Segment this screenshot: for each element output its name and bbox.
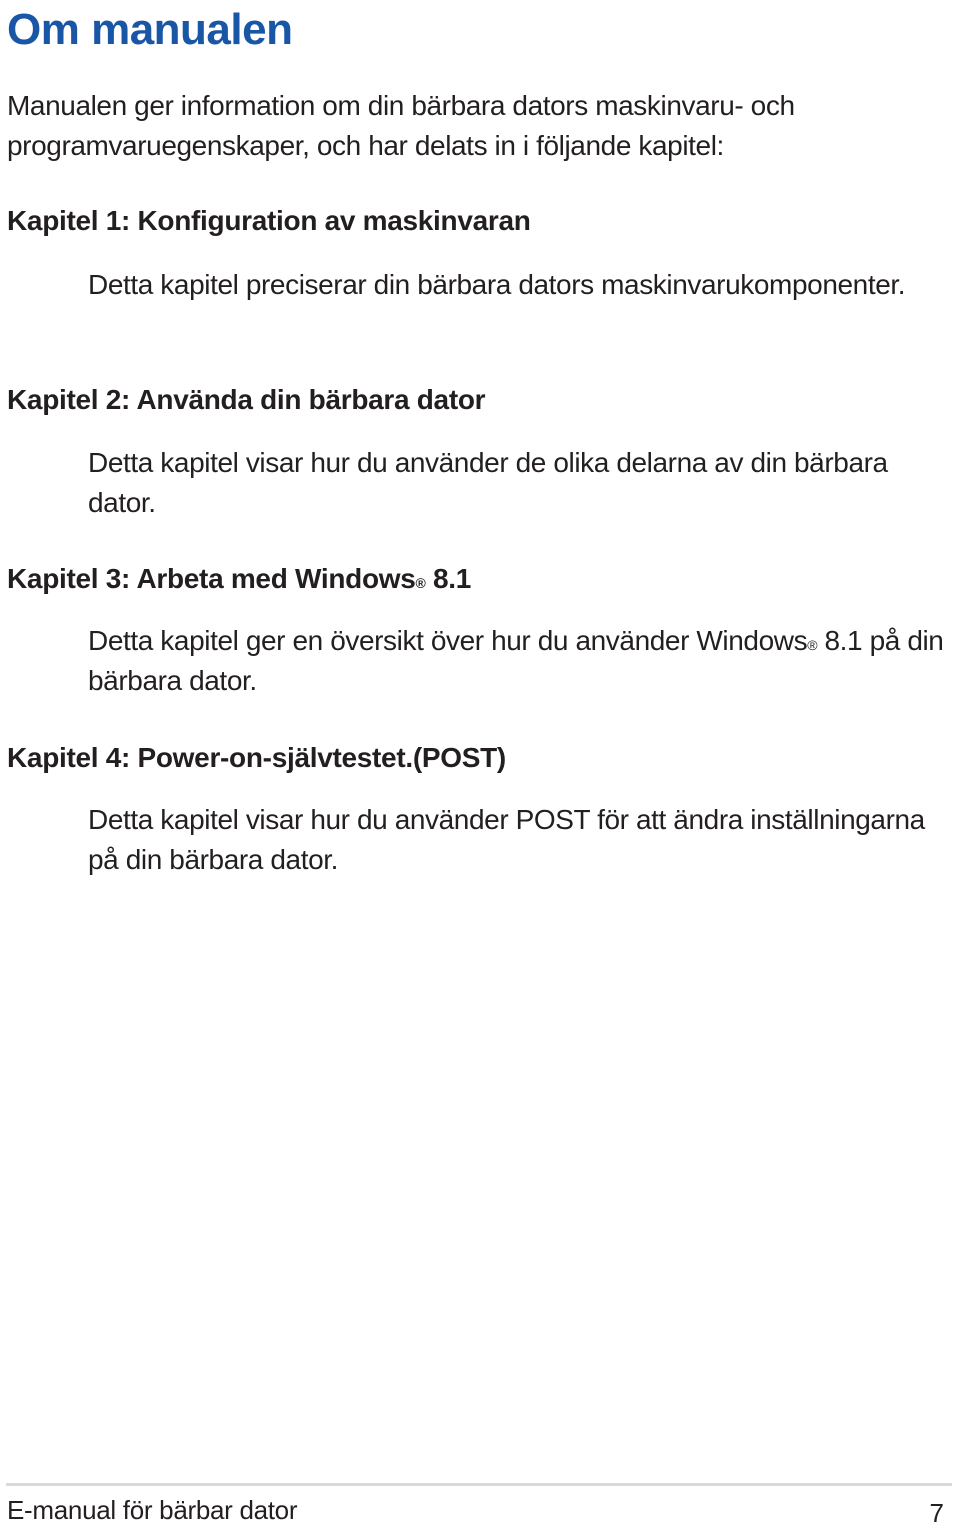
chapter-4-description: Detta kapitel visar hur du använder POST för att ändra inställningarna på din bärbara dator. <box>88 804 925 875</box>
page-title: Om manualen <box>7 5 293 54</box>
chapter-1-heading: Kapitel 1: Konfiguration av maskinvaran <box>7 205 531 236</box>
registered-mark: ® <box>415 575 426 591</box>
chapter-3-description <box>88 621 948 701</box>
registered-mark: ® <box>807 637 818 653</box>
chapter-3-description-rest: 8.1 på din bärbara dator. <box>88 625 944 696</box>
chapter-3-heading <box>7 559 471 599</box>
page-number: 7 <box>929 1498 944 1528</box>
intro-paragraph: Manualen ger information om din bärbara dators maskinvaru- och programvaruegenskaper, och har delats in i följande kapitel: <box>7 90 795 161</box>
chapter-3-heading-version: 8.1 <box>425 563 472 594</box>
chapter-2-description: Detta kapitel visar hur du använder de olika delarna av din bärbara dator. <box>88 447 888 518</box>
chapter-1-description: Detta kapitel preciserar din bärbara dators maskinvarukomponenter. <box>88 269 906 300</box>
chapter-2-heading: Kapitel 2: Använda din bärbara dator <box>7 384 486 415</box>
footer-manual-name: E-manual för bärbar dator <box>7 1495 298 1525</box>
footer-divider <box>6 1483 952 1486</box>
chapter-3-description-text: Detta kapitel ger en översikt över hur du använder Windows <box>88 625 808 656</box>
chapter-4-heading: Kapitel 4: Power-on-självtestet.(POST) <box>7 742 506 773</box>
chapter-3-heading-text: Kapitel 3: Arbeta med Windows <box>7 563 416 594</box>
